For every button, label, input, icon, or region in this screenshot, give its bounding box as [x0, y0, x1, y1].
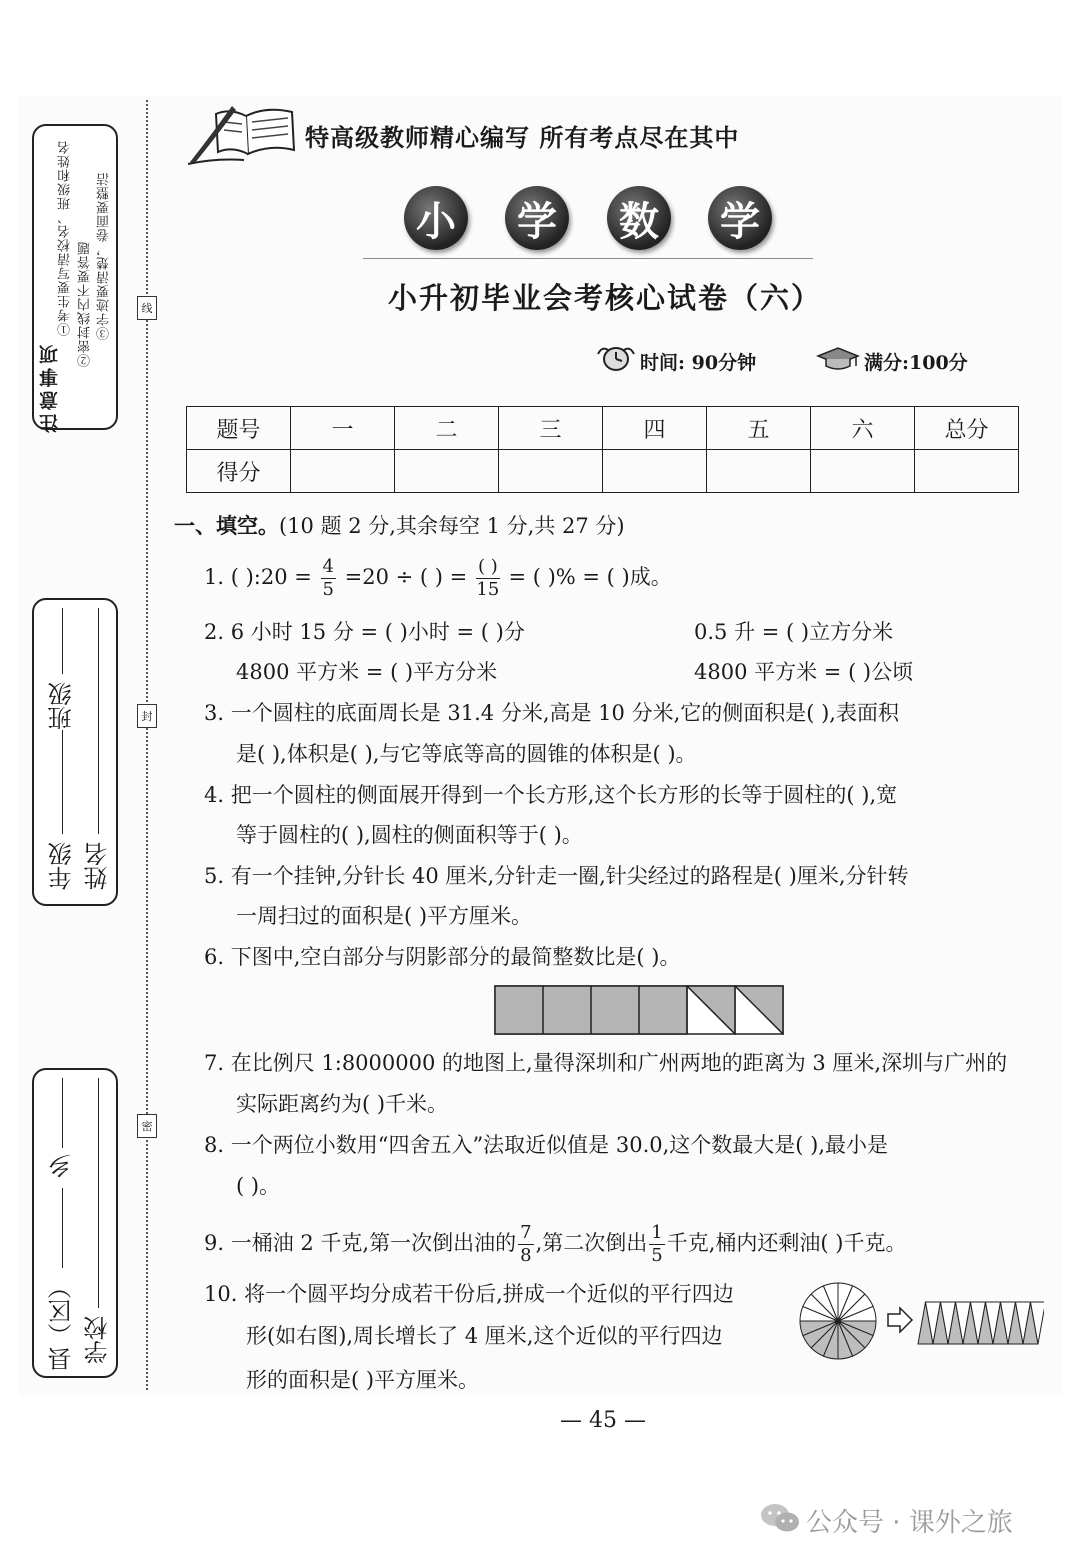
- q10-circle-to-parallelogram-figure: [796, 1278, 1044, 1364]
- class-label: 班级: [48, 682, 76, 730]
- class-underline: [62, 608, 63, 674]
- question-3-line-1: 3. 一个圆柱的底面周长是 31.4 分米,高是 10 分米,它的侧面积是( ),表面积: [204, 701, 899, 725]
- question-1: [204, 556, 672, 601]
- cut-mark-seal: 封: [137, 704, 157, 728]
- wechat-source-watermark: 公众号 · 课外之旅: [806, 1508, 1013, 1538]
- notice-heading: 注意事项: [39, 341, 61, 433]
- question-5-line-1: 5. 有一个挂钟,分针长 40 厘米,分针走一圈,针尖经过的路程是( )厘米,分针转: [204, 864, 909, 888]
- q1-frac2-num: ( ): [477, 556, 498, 577]
- q1-fraction-2: [476, 556, 500, 601]
- grade-label: 年级: [48, 842, 76, 890]
- cut-mark-line: 线: [137, 296, 157, 320]
- slogan: 特高级教师精心编写 所有考点尽在其中: [305, 124, 740, 152]
- score-cell[interactable]: [395, 450, 499, 493]
- question-4-line-1: 4. 把一个圆柱的侧面展开得到一个长方形,这个长方形的长等于圆柱的( ),宽: [204, 783, 898, 807]
- section-heading: [174, 510, 625, 540]
- score-header-cell: 四: [603, 407, 707, 450]
- q1-part-b: =20 ÷ ( ) =: [344, 565, 468, 589]
- score-header-cell: 总分: [915, 407, 1019, 450]
- question-9: [204, 1222, 906, 1267]
- q9-part-a: 9. 一桶油 2 千克,第一次倒出油的: [204, 1231, 517, 1255]
- town-label: 乡: [48, 1154, 76, 1178]
- title-char-1: 小: [404, 186, 468, 250]
- notice-line-2: ②密封线内不要答题: [78, 241, 93, 367]
- score-cell[interactable]: [291, 450, 395, 493]
- q9-frac2-den: 5: [651, 1245, 663, 1266]
- score-cell[interactable]: [499, 450, 603, 493]
- question-6: 6. 下图中,空白部分与阴影部分的最简整数比是( )。: [204, 945, 681, 969]
- score-header-cell: 题号: [187, 407, 291, 450]
- book-pen-logo: [186, 102, 304, 168]
- exam-subtitle: 小升初毕业会考核心试卷（六）: [388, 281, 823, 315]
- q1-frac2-den: 15: [476, 579, 500, 600]
- notice-line-3: ③字迹要清楚，卷面要整洁: [97, 172, 112, 340]
- name-underline: [98, 608, 99, 834]
- section-note: (10 题 2 分,其余每空 1 分,共 27 分): [279, 514, 625, 538]
- title-char-2: 学: [505, 186, 569, 250]
- school-info-box: [32, 1068, 118, 1378]
- q1-part-a: 1. ( ):20 =: [204, 565, 312, 589]
- question-7-line-1: 7. 在比例尺 1:8000000 的地图上,量得深圳和广州两地的距离为 3 厘米,深圳与广州的: [204, 1051, 1008, 1075]
- clock-icon: [596, 344, 636, 372]
- score-cell[interactable]: [603, 450, 707, 493]
- title-char-4: 学: [708, 186, 772, 250]
- section-title: 一、填空。: [174, 514, 279, 538]
- question-2-line-2b: 4800 平方米 = ( )公顷: [694, 660, 914, 684]
- county-label: 县（区）: [48, 1275, 76, 1371]
- score-header-cell: 六: [811, 407, 915, 450]
- school-underline: [98, 1078, 99, 1308]
- full-score: 满分:100分: [864, 352, 968, 374]
- score-table-header-row: [187, 407, 1019, 450]
- town-underline: [62, 1078, 63, 1148]
- school-label: 学校: [84, 1316, 112, 1364]
- seal-line: [146, 100, 148, 1390]
- q9-part-c: 千克,桶内还剩油( )千克。: [666, 1231, 907, 1255]
- question-8-line-1: 8. 一个两位小数用“四舍五入”法取近似值是 30.0,这个数最大是( ),最小是: [204, 1133, 889, 1157]
- score-row-label: 得分: [187, 450, 291, 493]
- question-7-line-2: 实际距离约为( )千米。: [236, 1092, 449, 1116]
- question-3-line-2: 是( ),体积是( ),与它等底等高的圆锥的体积是( )。: [236, 742, 697, 766]
- q1-fraction-1: [321, 556, 336, 601]
- score-table: [186, 406, 1019, 493]
- q9-fraction-2: [649, 1222, 664, 1267]
- q1-frac1-den: 5: [322, 579, 334, 600]
- q9-frac2-num: 1: [651, 1222, 663, 1243]
- score-cell[interactable]: [915, 450, 1019, 493]
- score-header-cell: 一: [291, 407, 395, 450]
- cut-mark-secret: 密: [137, 1114, 157, 1138]
- q9-part-b: ,第二次倒出: [535, 1231, 648, 1255]
- q1-part-c: = ( )% = ( )成。: [508, 565, 672, 589]
- q6-shaded-rectangle-figure: [494, 985, 784, 1035]
- page-number: — 45 —: [560, 1408, 646, 1433]
- q9-fraction-1: [518, 1222, 533, 1267]
- q9-frac1-den: 8: [520, 1245, 532, 1266]
- score-header-cell: 二: [395, 407, 499, 450]
- grade-underline: [62, 730, 63, 834]
- score-header-cell: 三: [499, 407, 603, 450]
- question-2-line-1a: 2. 6 小时 15 分 = ( )小时 = ( )分: [204, 620, 525, 644]
- student-info-box: [32, 598, 118, 906]
- q1-frac1-num: 4: [322, 556, 334, 577]
- wechat-icon: [758, 1500, 802, 1536]
- title-rule: [363, 258, 813, 259]
- score-cell[interactable]: [707, 450, 811, 493]
- question-5-line-2: 一周扫过的面积是( )平方厘米。: [236, 904, 533, 928]
- question-8-line-2: ( )。: [236, 1174, 281, 1198]
- q9-frac1-num: 7: [520, 1222, 532, 1243]
- question-2-line-1b: 0.5 升 = ( )立方分米: [694, 620, 894, 644]
- score-cell[interactable]: [811, 450, 915, 493]
- name-label: 姓名: [84, 842, 112, 890]
- graduation-cap-icon: [816, 344, 860, 372]
- title-char-3: 数: [607, 186, 671, 250]
- question-4-line-2: 等于圆柱的( ),圆柱的侧面积等于( )。: [236, 823, 583, 847]
- question-2-line-2a: 4800 平方米 = ( )平方分米: [236, 660, 498, 684]
- time-limit: 时间: 90分钟: [640, 352, 757, 374]
- notice-line-1: ①考生要写清校名、班级和姓名: [58, 140, 73, 336]
- question-10-line-3: 形的面积是( )平方厘米。: [246, 1368, 480, 1392]
- notice-box: [32, 124, 118, 433]
- score-table-score-row: [187, 450, 1019, 493]
- score-header-cell: 五: [707, 407, 811, 450]
- question-10-line-1: 10. 将一个圆平均分成若干份后,拼成一个近似的平行四边: [204, 1282, 734, 1306]
- county-underline: [62, 1188, 63, 1268]
- question-10-line-2: 形(如右图),周长增长了 4 厘米,这个近似的平行四边: [246, 1324, 723, 1348]
